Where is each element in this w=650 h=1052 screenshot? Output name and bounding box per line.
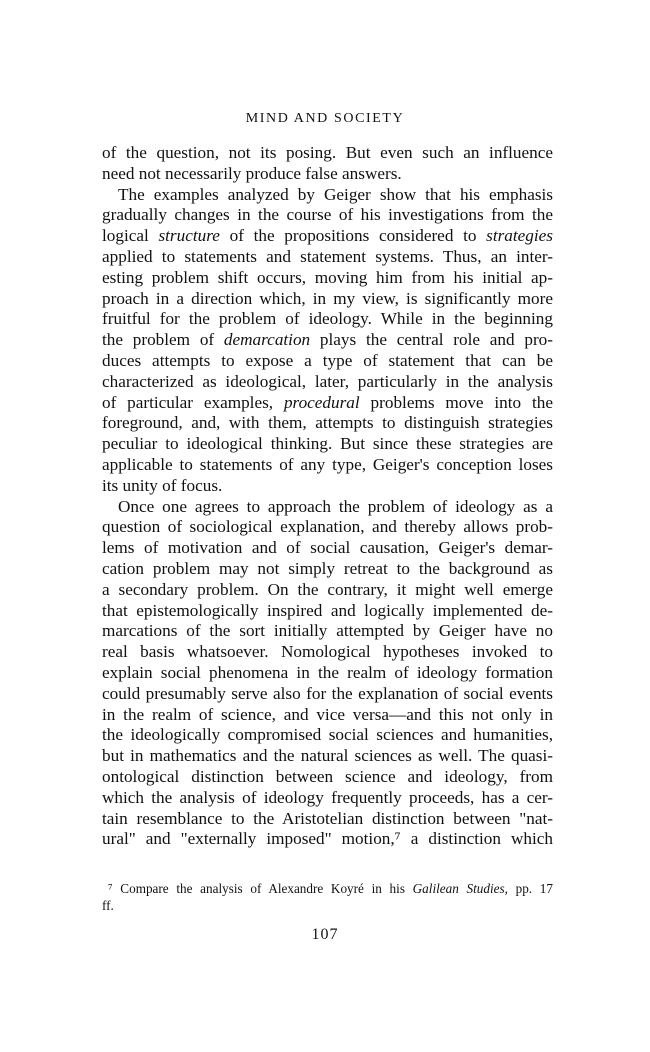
footnote: [102, 880, 553, 914]
emphasis-text: strategies: [486, 226, 553, 246]
text-line: applied to statements and statement systems. Thus, an inter-: [102, 246, 553, 266]
text-line: fruitful for the problem of ideology. While in the beginning: [102, 309, 553, 329]
text-line: but in mathematics and the natural sciences as well. The quasi-: [102, 746, 553, 766]
text-line: the ideologically compromised social sciences and humanities,: [102, 725, 553, 745]
text-line: lems of motivation and of social causation, Geiger's demar-: [102, 538, 553, 558]
text-line: which the analysis of ideology frequently proceeds, has a cer-: [102, 787, 553, 807]
text-line: the problem of demarcation plays the central role and pro-: [102, 330, 553, 350]
text-line: that epistemologically inspired and logically implemented de-: [102, 600, 553, 620]
text-line: its unity of focus.: [102, 475, 223, 495]
text-line: of particular examples, procedural problems move into the: [102, 392, 553, 412]
text-line: real basis whatsoever. Nomological hypotheses invoked to: [102, 642, 553, 662]
body-text: [102, 143, 553, 850]
text-line: of the question, not its posing. But even such an influence: [102, 143, 553, 162]
footnote-line: ⁷ Compare the analysis of Alexandre Koyré in his Galilean Studies, pp. 17: [108, 881, 553, 896]
emphasis-text: demarcation: [223, 330, 311, 350]
text-line: The examples analyzed by Geiger show that his emphasis: [118, 184, 553, 204]
text-line: in the realm of science, and vice versa—and this not only in: [102, 704, 553, 724]
text-line: a secondary problem. On the contrary, it might well emerge: [102, 579, 553, 599]
text-line: peculiar to ideological thinking. But since these strategies are: [102, 434, 553, 454]
text-line: explain social phenomena in the realm of ideology formation: [102, 662, 553, 682]
text-line: foreground, and, with them, attempts to distinguish strategies: [102, 413, 553, 433]
text-line: proach in a direction which, in my view, is significantly more: [102, 288, 553, 308]
text-line: question of sociological explanation, and thereby allows prob-: [102, 517, 553, 537]
text-line: ural" and "externally imposed" motion,⁷ a distinction which: [102, 829, 553, 849]
emphasis-text: Galilean Studies: [412, 881, 505, 896]
text-line: duces attempts to expose a type of statement that can be: [102, 350, 553, 370]
emphasis-text: procedural: [283, 392, 360, 412]
emphasis-text: structure: [158, 226, 220, 246]
text-line: characterized as ideological, later, particularly in the analysis: [102, 371, 553, 391]
text-line: applicable to statements of any type, Geiger's conception loses: [102, 454, 553, 474]
text-line: Once one agrees to approach the problem of ideology as a: [118, 496, 553, 516]
text-line: could presumably serve also for the explanation of social events: [102, 683, 553, 703]
text-line: gradually changes in the course of his investigations from the: [102, 205, 553, 225]
text-line: esting problem shift occurs, moving him from his initial ap-: [102, 267, 553, 287]
text-line: cation problem may not simply retreat to the background as: [102, 558, 553, 578]
text-line: ontological distinction between science and ideology, from: [102, 766, 553, 786]
text-line: logical structure of the propositions considered to strategies: [102, 226, 553, 246]
text-line: marcations of the sort initially attempted by Geiger have no: [102, 621, 553, 641]
footnote-line: ff.: [102, 898, 114, 913]
running-head: MIND AND SOCIETY: [245, 111, 405, 126]
text-line: need not necessarily produce false answers.: [102, 163, 402, 183]
text-line: tain resemblance to the Aristotelian distinction between "nat-: [102, 808, 553, 828]
page-number: 107: [311, 926, 339, 943]
